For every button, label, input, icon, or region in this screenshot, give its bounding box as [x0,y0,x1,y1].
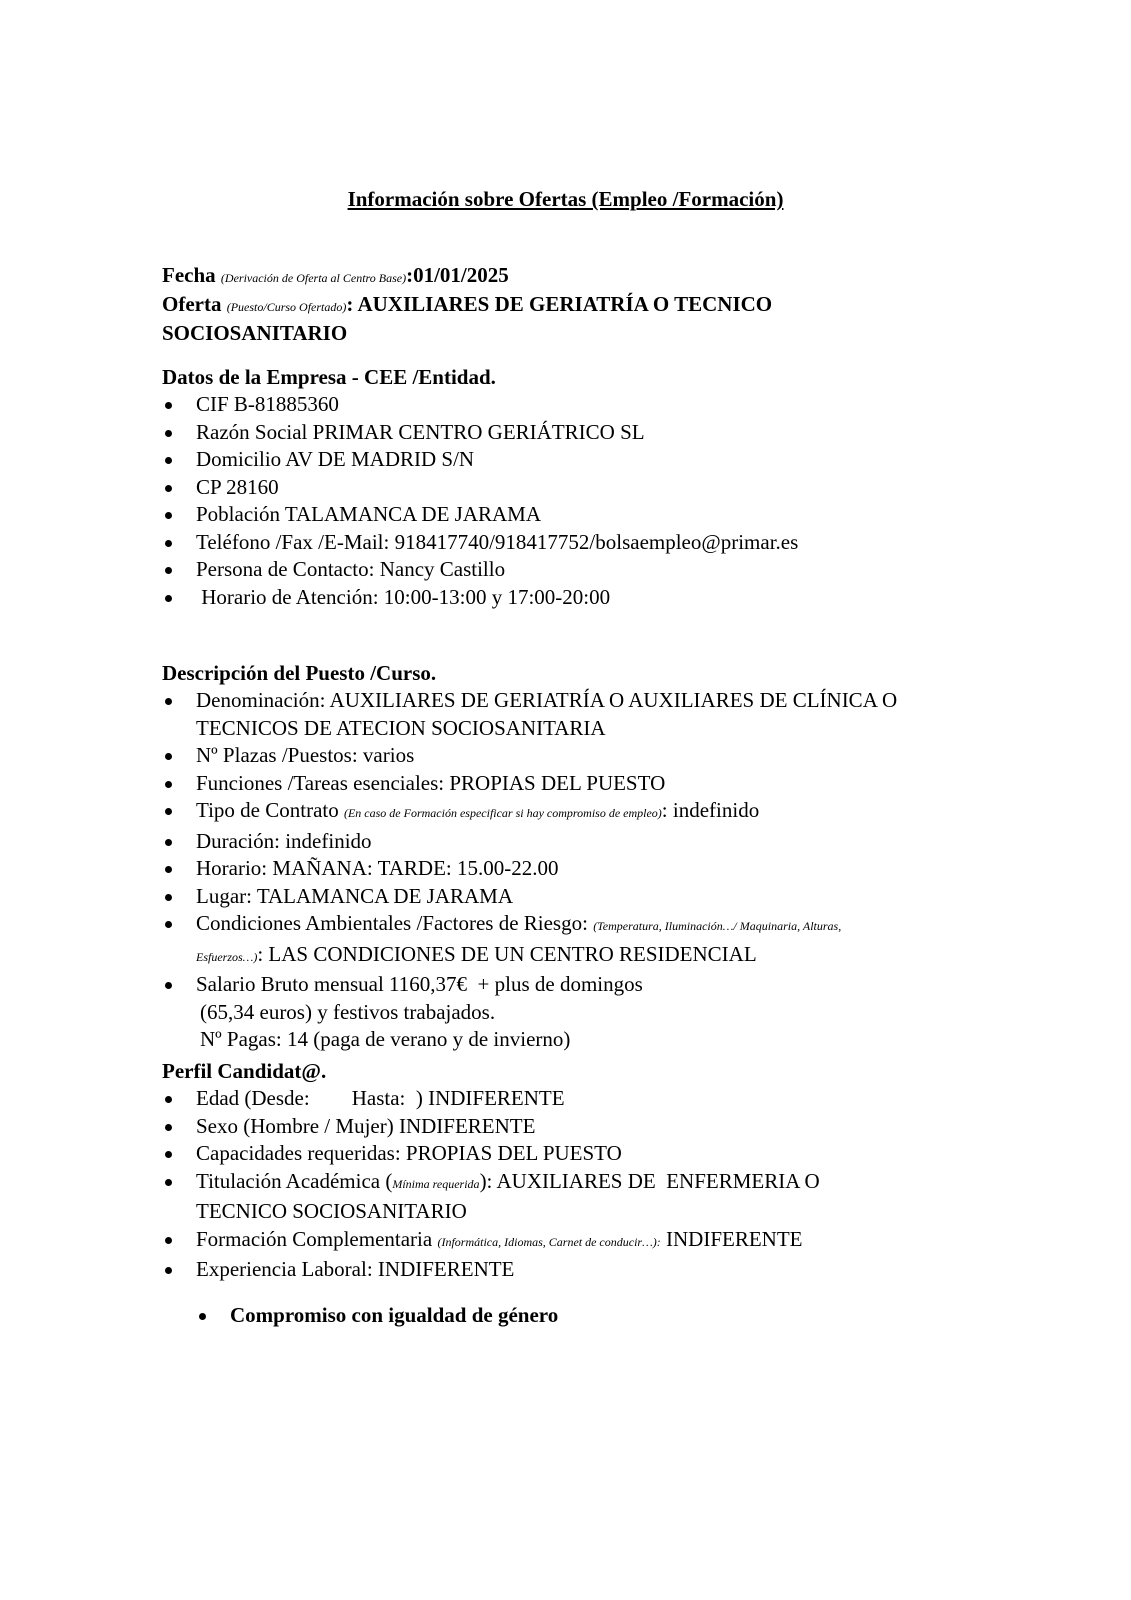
salario-cont: (65,34 euros) y festivos trabajados. [200,999,496,1024]
compromiso-item: Compromiso con igualdad de género [196,1302,1026,1330]
denominacion-line-2: TECNICOS DE ATECION SOCIOSANITARIA [196,715,606,740]
formacion-value: INDIFERENTE [660,1226,803,1251]
list-item: Razón Social PRIMAR CENTRO GERIÁTRICO SL [162,419,992,447]
denominacion-line: Denominación: AUXILIARES DE GERIATRÍA O AUXILIARES DE CLÍNICA O [196,688,898,712]
perfil-section [162,1058,992,1284]
list-item: Capacidades requeridas: PROPIAS DEL PUESTO [162,1140,992,1168]
fecha-note: (Derivación de Oferta al Centro Base) [220,271,407,285]
list-item: Salario Bruto mensual 1160,37€ + plus de domingos [162,971,992,999]
pagas-line: Nº Pagas: 14 (paga de verano y de invierno) [200,1026,571,1051]
list-item: Nº Plazas /Puestos: varios [162,742,992,770]
puesto-heading: Descripción del Puesto /Curso. [162,661,437,685]
compromiso-section [196,1302,1026,1330]
empresa-section [162,364,992,611]
list-item: Domicilio AV DE MADRID S/N [162,446,992,474]
list-item: Duración: indefinido [162,828,992,856]
oferta-value-cont: SOCIOSANITARIO [162,321,348,345]
document-title: Información sobre Ofertas (Empleo /Formación) [347,187,784,211]
puesto-section [162,660,992,1053]
list-item [162,687,992,742]
perfil-list [162,1085,992,1284]
fecha-value: :01/01/2025 [406,263,509,287]
list-item: Horario: MAÑANA: TARDE: 15.00-22.00 [162,855,992,883]
titulacion-label: Titulación Académica ( [196,1168,393,1193]
fecha-label: Fecha [162,263,216,287]
contrato-label: Tipo de Contrato [196,798,339,822]
formacion-note: (Informática, Idiomas, Carnet de conducir…): [437,1234,661,1249]
compromiso-list [196,1302,1026,1330]
list-item: CIF B-81885360 [162,391,992,419]
list-item: Funciones /Tareas esenciales: PROPIAS DEL PUESTO [162,770,992,798]
list-item: Población TALAMANCA DE JARAMA [162,501,992,529]
contrato-value: : indefinido [661,798,760,822]
list-item: Experiencia Laboral: INDIFERENTE [162,1256,992,1284]
list-item: CP 28160 [162,474,992,502]
oferta-note: (Puesto/Curso Ofertado) [226,300,347,314]
perfil-heading: Perfil Candidat@. [162,1059,327,1083]
list-item: Lugar: TALAMANCA DE JARAMA [162,883,992,911]
offer-header [162,262,992,346]
list-item: Edad (Desde: Hasta: ) INDIFERENTE [162,1085,992,1113]
titulacion-value: ): AUXILIARES DE ENFERMERIA O [479,1168,820,1193]
list-item: Persona de Contacto: Nancy Castillo [162,556,992,584]
contrato-note: (En caso de Formación especificar si hay compromiso de empleo) [343,806,662,820]
condiciones-label: Condiciones Ambientales /Factores de Riesgo: [196,911,594,935]
list-item [162,797,992,828]
empresa-heading: Datos de la Empresa - CEE /Entidad. [162,365,496,389]
condiciones-value: : LAS CONDICIONES DE UN CENTRO RESIDENCIAL [257,941,757,966]
titulacion-value-2: TECNICO SOCIOSANITARIO [196,1199,467,1223]
list-item: Horario de Atención: 10:00-13:00 y 17:00-20:00 [162,584,992,612]
condiciones-note: (Temperatura, Iluminación…/ Maquinaria, Alturas, [593,919,842,933]
titulacion-note: Mínima requerida [392,1176,480,1191]
formacion-label: Formación Complementaria [196,1226,438,1251]
empresa-list [162,391,992,611]
fecha-line [162,262,992,291]
oferta-line [162,291,992,320]
list-item: Teléfono /Fax /E-Mail: 918417740/918417752/bolsaempleo@primar.es [162,529,992,557]
oferta-value: : AUXILIARES DE GERIATRÍA O TECNICO [346,292,773,316]
condiciones-note-2: Esfuerzos…) [196,949,258,964]
list-item: Sexo (Hombre / Mujer) INDIFERENTE [162,1113,992,1141]
oferta-label: Oferta [162,292,222,316]
list-item [162,910,992,971]
list-item [162,1226,992,1257]
puesto-list [162,687,992,999]
list-item [162,1168,992,1226]
